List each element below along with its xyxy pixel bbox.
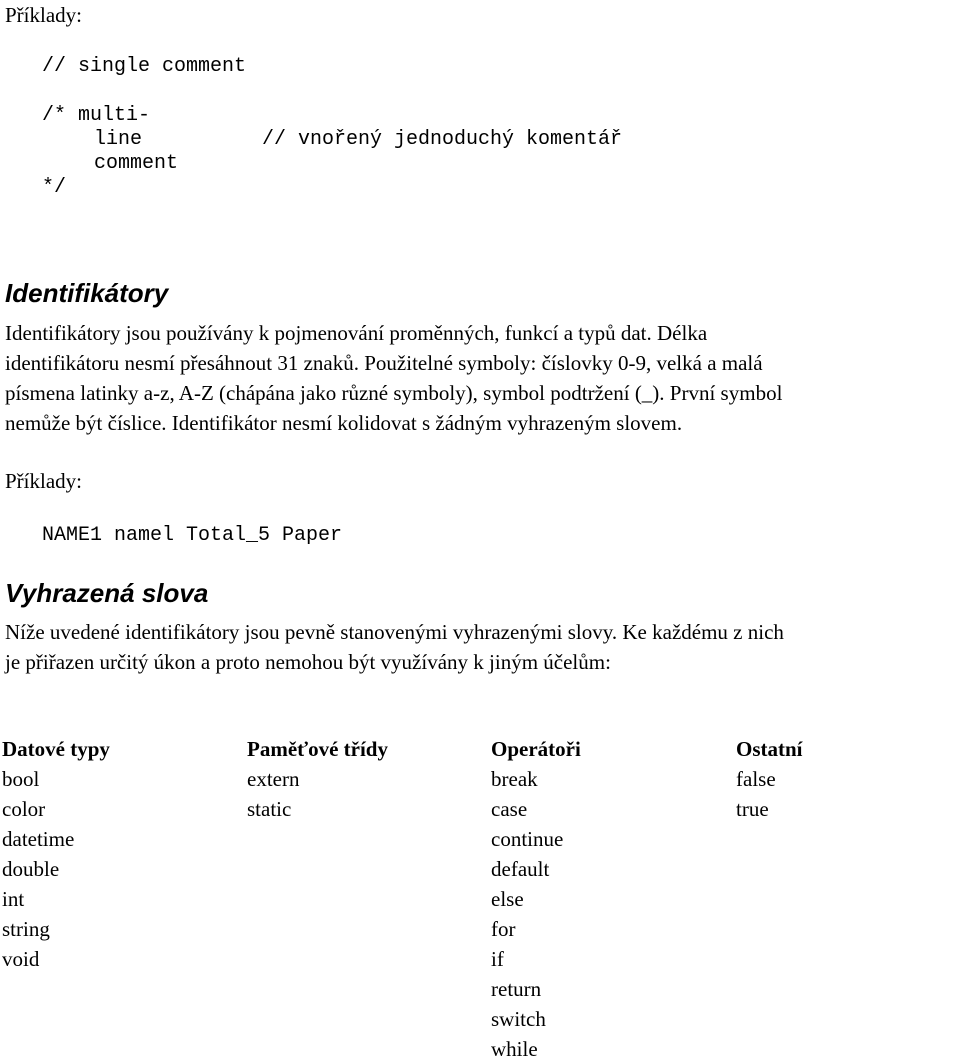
column-header: Ostatní [736, 737, 803, 761]
list-item: if [491, 947, 504, 971]
list-item: return [491, 977, 542, 1001]
code-multi-close: */ [42, 176, 67, 199]
column-header: Datové typy [2, 737, 110, 761]
list-item: datetime [2, 827, 75, 851]
list-item: int [2, 887, 25, 911]
list-item: true [736, 797, 769, 821]
list-item: switch [491, 1007, 546, 1031]
code-single-comment: // single comment [42, 55, 247, 78]
list-item: default [491, 857, 550, 881]
identifiers-heading: Identifikátory [5, 278, 169, 308]
list-item: double [2, 857, 60, 881]
list-item: continue [491, 827, 564, 851]
list-item: false [736, 767, 776, 791]
column-storage-classes [247, 734, 388, 824]
paragraph-line: Níže uvedené identifikátory jsou pevně stanovenými vyhrazenými slovy. Ke každému z nich [5, 620, 784, 644]
column-data-types [2, 734, 110, 974]
identifiers-examples-code: NAME1 namel Total_5 Paper [42, 524, 343, 547]
column-header: Operátoři [491, 737, 581, 761]
code-multi-line: line [94, 128, 143, 151]
list-item: bool [2, 767, 40, 791]
paragraph-line: písmena latinky a-z, A-Z (chápána jako různé symboly), symbol podtržení (_). První symbol [5, 381, 783, 405]
paragraph-line: Identifikátory jsou používány k pojmenování proměnných, funkcí a typů dat. Délka [5, 321, 708, 345]
examples-label: Příklady: [5, 3, 82, 27]
list-item: for [491, 917, 516, 941]
column-header: Paměťové třídy [247, 737, 388, 761]
list-item: break [491, 767, 538, 791]
reserved-heading: Vyhrazená slova [5, 578, 209, 608]
list-item: static [247, 797, 292, 821]
list-item: else [491, 887, 524, 911]
list-item: while [491, 1037, 538, 1061]
code-nested-comment: // vnořený jednoduchý komentář [262, 128, 623, 151]
list-item: case [491, 797, 528, 821]
column-operators [491, 734, 581, 1064]
identifiers-examples-label: Příklady: [5, 469, 82, 493]
paragraph-line: nemůže být číslice. Identifikátor nesmí kolidovat s žádným vyhrazeným slovem. [5, 411, 683, 435]
reserved-paragraph [5, 617, 960, 677]
list-item: void [2, 947, 40, 971]
list-item: extern [247, 767, 300, 791]
code-multi-open: /* multi- [42, 104, 151, 127]
code-multi-comment: comment [94, 152, 179, 175]
list-item: color [2, 797, 46, 821]
paragraph-line: identifikátoru nesmí přesáhnout 31 znaků. Použitelné symboly: číslovky 0-9, velká a malá [5, 351, 763, 375]
paragraph-line: je přiřazen určitý úkon a proto nemohou být využívány k jiným účelům: [5, 650, 611, 674]
list-item: string [2, 917, 50, 941]
identifiers-paragraph [5, 318, 960, 438]
column-other [736, 734, 803, 824]
